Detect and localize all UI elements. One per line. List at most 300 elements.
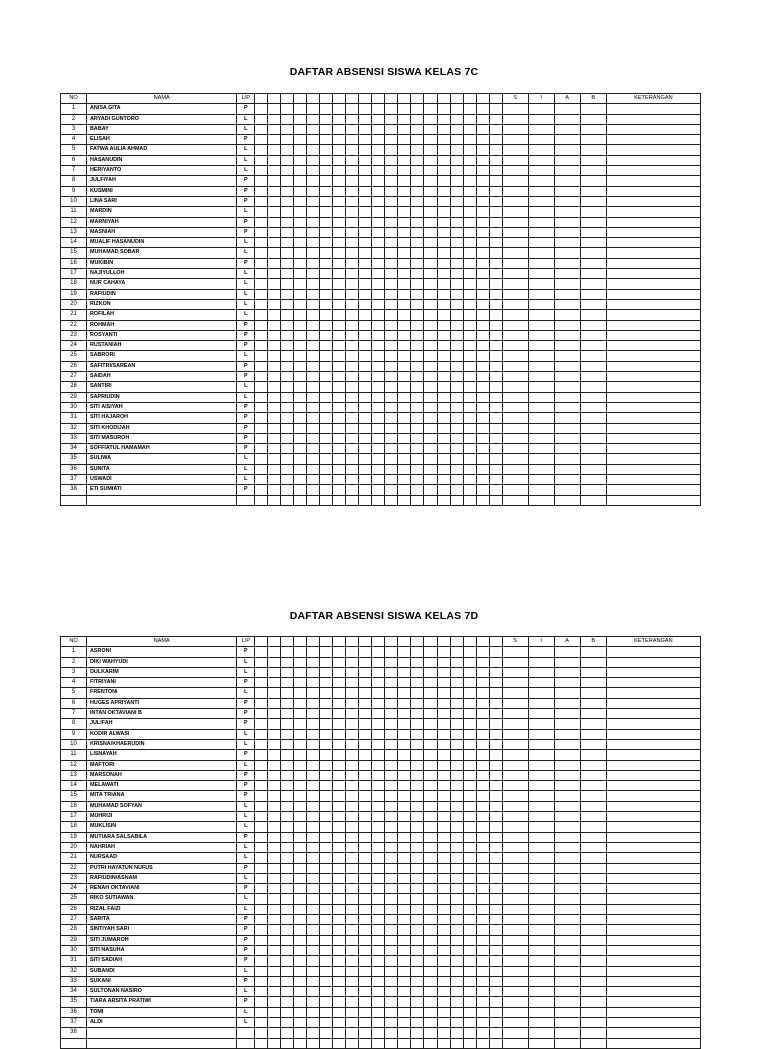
- attendance-cell: [333, 688, 346, 698]
- attendance-cell: [268, 186, 281, 196]
- table-row: [61, 997, 701, 1007]
- attendance-cell: [476, 454, 489, 464]
- bolos-cell: [580, 382, 606, 392]
- attendance-cell: [398, 1017, 411, 1027]
- attendance-cell: [411, 770, 424, 780]
- attendance-cell: [281, 124, 294, 134]
- attendance-cell: [320, 915, 333, 925]
- attendance-cell: [385, 186, 398, 196]
- student-number: 12: [61, 760, 87, 770]
- student-name: RAFIUDIN/ASNAM: [87, 873, 237, 883]
- alpa-cell: [554, 1007, 580, 1017]
- attendance-cell: [398, 791, 411, 801]
- attendance-cell: [294, 238, 307, 248]
- sakit-cell: [502, 361, 528, 371]
- student-name: SANTIRI: [87, 382, 237, 392]
- student-gender: L: [237, 392, 255, 402]
- attendance-cell: [268, 863, 281, 873]
- attendance-cell: [307, 894, 320, 904]
- attendance-cell: [476, 444, 489, 454]
- attendance-cell: [268, 423, 281, 433]
- student-name: SABRORI: [87, 351, 237, 361]
- attendance-cell: [476, 915, 489, 925]
- attendance-cell: [320, 647, 333, 657]
- attendance-cell: [359, 657, 372, 667]
- attendance-cell: [281, 647, 294, 657]
- attendance-cell: [281, 392, 294, 402]
- attendance-cell: [398, 114, 411, 124]
- attendance-cell: [320, 987, 333, 997]
- attendance-cell: [346, 770, 359, 780]
- attendance-cell: [281, 667, 294, 677]
- bolos-cell: [580, 945, 606, 955]
- attendance-cell: [463, 647, 476, 657]
- attendance-cell: [463, 341, 476, 351]
- attendance-cell: [398, 485, 411, 495]
- student-number: 3: [61, 124, 87, 134]
- attendance-cell: [255, 269, 268, 279]
- student-gender: P: [237, 227, 255, 237]
- student-gender: L: [237, 299, 255, 309]
- attendance-cell: [463, 1007, 476, 1017]
- student-number: 5: [61, 145, 87, 155]
- attendance-cell: [476, 719, 489, 729]
- table-row: [61, 1028, 701, 1038]
- attendance-cell: [268, 688, 281, 698]
- keterangan-cell: [606, 719, 700, 729]
- attendance-cell: [294, 227, 307, 237]
- attendance-cell: [411, 176, 424, 186]
- attendance-cell: [437, 269, 450, 279]
- attendance-cell: [281, 873, 294, 883]
- student-name: SAFITRI/SAREAN: [87, 361, 237, 371]
- attendance-cell: [320, 657, 333, 667]
- attendance-cell: [255, 402, 268, 412]
- attendance-cell: [333, 966, 346, 976]
- attendance-cell: [463, 299, 476, 309]
- attendance-cell: [489, 739, 502, 749]
- attendance-cell: [281, 413, 294, 423]
- attendance-cell: [268, 135, 281, 145]
- bolos-cell: [580, 842, 606, 852]
- attendance-cell: [359, 822, 372, 832]
- attendance-cell: [346, 464, 359, 474]
- attendance-cell: [476, 196, 489, 206]
- attendance-cell: [281, 114, 294, 124]
- attendance-cell: [411, 258, 424, 268]
- attendance-cell: [333, 433, 346, 443]
- attendance-cell: [333, 402, 346, 412]
- attendance-cell: [385, 647, 398, 657]
- attendance-cell: [307, 135, 320, 145]
- attendance-cell: [476, 392, 489, 402]
- student-gender: P: [237, 320, 255, 330]
- table-row: [61, 310, 701, 320]
- attendance-cell: [463, 781, 476, 791]
- attendance-cell: [476, 935, 489, 945]
- student-gender: P: [237, 678, 255, 688]
- student-gender: P: [237, 976, 255, 986]
- attendance-cell: [294, 801, 307, 811]
- attendance-cell: [437, 382, 450, 392]
- student-number: 13: [61, 227, 87, 237]
- attendance-cell: [450, 667, 463, 677]
- attendance-cell: [294, 1038, 307, 1048]
- attendance-cell: [294, 935, 307, 945]
- attendance-cell: [489, 186, 502, 196]
- attendance-cell: [411, 402, 424, 412]
- attendance-cell: [437, 678, 450, 688]
- attendance-cell: [307, 1017, 320, 1027]
- attendance-cell: [372, 997, 385, 1007]
- attendance-cell: [437, 698, 450, 708]
- attendance-cell: [398, 688, 411, 698]
- attendance-cell: [346, 1038, 359, 1048]
- attendance-cell: [398, 186, 411, 196]
- student-number: 33: [61, 976, 87, 986]
- student-gender: P: [237, 433, 255, 443]
- attendance-cell: [333, 719, 346, 729]
- bolos-cell: [580, 1028, 606, 1038]
- student-name: BABAY: [87, 124, 237, 134]
- attendance-cell: [450, 464, 463, 474]
- sakit-cell: [502, 781, 528, 791]
- attendance-cell: [307, 915, 320, 925]
- attendance-cell: [281, 361, 294, 371]
- bolos-cell: [580, 474, 606, 484]
- bolos-cell: [580, 976, 606, 986]
- attendance-cell: [307, 464, 320, 474]
- izin-cell: [528, 894, 554, 904]
- sakit-cell: [502, 739, 528, 749]
- attendance-cell: [385, 372, 398, 382]
- attendance-cell: [463, 166, 476, 176]
- attendance-cell: [346, 217, 359, 227]
- attendance-cell: [346, 760, 359, 770]
- izin-cell: [528, 330, 554, 340]
- attendance-cell: [437, 248, 450, 258]
- attendance-cell: [476, 1017, 489, 1027]
- attendance-cell: [437, 781, 450, 791]
- attendance-cell: [255, 812, 268, 822]
- attendance-cell: [281, 904, 294, 914]
- attendance-cell: [255, 176, 268, 186]
- alpa-cell: [554, 894, 580, 904]
- header-day-cell: [346, 637, 359, 647]
- attendance-cell: [359, 382, 372, 392]
- attendance-cell: [476, 1007, 489, 1017]
- attendance-cell: [255, 976, 268, 986]
- attendance-cell: [424, 884, 437, 894]
- attendance-cell: [424, 413, 437, 423]
- alpa-cell: [554, 217, 580, 227]
- attendance-cell: [307, 269, 320, 279]
- attendance-cell: [398, 915, 411, 925]
- attendance-cell: [294, 392, 307, 402]
- attendance-cell: [294, 812, 307, 822]
- izin-cell: [528, 1038, 554, 1048]
- attendance-cell: [359, 925, 372, 935]
- attendance-cell: [463, 351, 476, 361]
- attendance-cell: [372, 104, 385, 114]
- attendance-cell: [398, 289, 411, 299]
- attendance-cell: [476, 485, 489, 495]
- student-name: RENAH OKTAVIANI: [87, 884, 237, 894]
- attendance-cell: [255, 361, 268, 371]
- alpa-cell: [554, 781, 580, 791]
- attendance-cell: [268, 413, 281, 423]
- attendance-cell: [476, 124, 489, 134]
- sakit-cell: [502, 104, 528, 114]
- attendance-cell: [346, 781, 359, 791]
- alpa-cell: [554, 904, 580, 914]
- attendance-cell: [346, 966, 359, 976]
- attendance-cell: [463, 791, 476, 801]
- attendance-cell: [359, 698, 372, 708]
- attendance-cell: [346, 124, 359, 134]
- attendance-cell: [489, 688, 502, 698]
- attendance-cell: [489, 433, 502, 443]
- attendance-cell: [268, 678, 281, 688]
- attendance-cell: [489, 402, 502, 412]
- attendance-cell: [346, 842, 359, 852]
- student-gender: L: [237, 474, 255, 484]
- sakit-cell: [502, 822, 528, 832]
- attendance-cell: [463, 392, 476, 402]
- attendance-cell: [411, 842, 424, 852]
- attendance-cell: [320, 124, 333, 134]
- attendance-cell: [450, 269, 463, 279]
- attendance-cell: [320, 330, 333, 340]
- alpa-cell: [554, 248, 580, 258]
- keterangan-cell: [606, 791, 700, 801]
- attendance-cell: [424, 196, 437, 206]
- student-name: SITI SADIAH: [87, 956, 237, 966]
- attendance-cell: [450, 279, 463, 289]
- student-number: 18: [61, 822, 87, 832]
- attendance-cell: [333, 925, 346, 935]
- attendance-cell: [450, 474, 463, 484]
- bolos-cell: [580, 207, 606, 217]
- attendance-cell: [294, 688, 307, 698]
- attendance-cell: [463, 464, 476, 474]
- attendance-cell: [359, 915, 372, 925]
- attendance-cell: [359, 945, 372, 955]
- attendance-cell: [398, 832, 411, 842]
- attendance-cell: [346, 719, 359, 729]
- attendance-cell: [255, 729, 268, 739]
- attendance-cell: [385, 842, 398, 852]
- attendance-cell: [411, 966, 424, 976]
- attendance-cell: [359, 279, 372, 289]
- attendance-cell: [346, 945, 359, 955]
- student-name: LINA SARI: [87, 196, 237, 206]
- attendance-cell: [307, 822, 320, 832]
- keterangan-cell: [606, 1007, 700, 1017]
- attendance-cell: [411, 444, 424, 454]
- attendance-cell: [281, 987, 294, 997]
- attendance-cell: [268, 832, 281, 842]
- attendance-cell: [463, 976, 476, 986]
- attendance-cell: [320, 207, 333, 217]
- table-row: [61, 207, 701, 217]
- attendance-cell: [294, 822, 307, 832]
- attendance-cell: [424, 299, 437, 309]
- attendance-cell: [450, 945, 463, 955]
- izin-cell: [528, 729, 554, 739]
- attendance-cell: [281, 227, 294, 237]
- attendance-cell: [385, 258, 398, 268]
- student-gender: P: [237, 413, 255, 423]
- attendance-cell: [385, 688, 398, 698]
- bolos-cell: [580, 258, 606, 268]
- attendance-cell: [411, 166, 424, 176]
- attendance-cell: [372, 750, 385, 760]
- attendance-cell: [450, 176, 463, 186]
- attendance-cell: [424, 433, 437, 443]
- attendance-cell: [307, 688, 320, 698]
- alpa-cell: [554, 269, 580, 279]
- attendance-cell: [489, 750, 502, 760]
- student-number: 31: [61, 956, 87, 966]
- student-number: 32: [61, 966, 87, 976]
- attendance-cell: [333, 1038, 346, 1048]
- attendance-cell: [359, 853, 372, 863]
- attendance-cell: [333, 822, 346, 832]
- bolos-cell: [580, 709, 606, 719]
- attendance-cell: [450, 760, 463, 770]
- student-number: 16: [61, 258, 87, 268]
- attendance-cell: [255, 1007, 268, 1017]
- keterangan-cell: [606, 678, 700, 688]
- attendance-cell: [463, 884, 476, 894]
- attendance-cell: [398, 238, 411, 248]
- attendance-cell: [268, 884, 281, 894]
- attendance-cell: [424, 667, 437, 677]
- header-day-cell: [268, 637, 281, 647]
- attendance-cell: [294, 351, 307, 361]
- bolos-cell: [580, 915, 606, 925]
- alpa-cell: [554, 176, 580, 186]
- sakit-cell: [502, 433, 528, 443]
- attendance-cell: [320, 248, 333, 258]
- table-row: [61, 351, 701, 361]
- attendance-cell: [489, 423, 502, 433]
- attendance-cell: [398, 729, 411, 739]
- student-gender: P: [237, 956, 255, 966]
- attendance-cell: [398, 956, 411, 966]
- attendance-cell: [255, 1038, 268, 1048]
- attendance-cell: [359, 227, 372, 237]
- attendance-cell: [385, 382, 398, 392]
- sakit-cell: [502, 320, 528, 330]
- sakit-cell: [502, 657, 528, 667]
- attendance-cell: [437, 372, 450, 382]
- keterangan-cell: [606, 739, 700, 749]
- table-row: [61, 945, 701, 955]
- attendance-cell: [398, 873, 411, 883]
- attendance-cell: [320, 904, 333, 914]
- attendance-cell: [333, 392, 346, 402]
- sakit-cell: [502, 760, 528, 770]
- attendance-cell: [398, 351, 411, 361]
- bolos-cell: [580, 822, 606, 832]
- student-gender: P: [237, 832, 255, 842]
- attendance-cell: [333, 372, 346, 382]
- attendance-cell: [489, 678, 502, 688]
- attendance-cell: [489, 935, 502, 945]
- attendance-cell: [255, 485, 268, 495]
- attendance-cell: [450, 351, 463, 361]
- attendance-cell: [489, 976, 502, 986]
- attendance-cell: [424, 361, 437, 371]
- alpa-cell: [554, 135, 580, 145]
- student-gender: L: [237, 966, 255, 976]
- attendance-cell: [437, 1038, 450, 1048]
- student-number: 8: [61, 719, 87, 729]
- attendance-cell: [268, 966, 281, 976]
- attendance-cell: [450, 444, 463, 454]
- attendance-cell: [437, 145, 450, 155]
- student-name: MUTIARA SALSABILA: [87, 832, 237, 842]
- attendance-cell: [450, 719, 463, 729]
- attendance-cell: [294, 402, 307, 412]
- student-gender: L: [237, 729, 255, 739]
- bolos-cell: [580, 770, 606, 780]
- attendance-cell: [333, 269, 346, 279]
- student-name: SAPRIUDIN: [87, 392, 237, 402]
- izin-cell: [528, 289, 554, 299]
- attendance-cell: [346, 729, 359, 739]
- attendance-cell: [320, 135, 333, 145]
- student-gender: P: [237, 104, 255, 114]
- student-gender: [237, 1038, 255, 1048]
- attendance-cell: [411, 832, 424, 842]
- attendance-cell: [346, 997, 359, 1007]
- student-number: 11: [61, 207, 87, 217]
- attendance-cell: [333, 760, 346, 770]
- attendance-cell: [489, 1038, 502, 1048]
- table-row: [61, 485, 701, 495]
- table-row: [61, 812, 701, 822]
- attendance-cell: [411, 155, 424, 165]
- attendance-cell: [398, 812, 411, 822]
- attendance-cell: [424, 698, 437, 708]
- attendance-cell: [346, 186, 359, 196]
- table-row: [61, 186, 701, 196]
- attendance-cell: [424, 709, 437, 719]
- attendance-cell: [489, 330, 502, 340]
- attendance-cell: [294, 781, 307, 791]
- attendance-cell: [333, 320, 346, 330]
- attendance-cell: [372, 330, 385, 340]
- izin-cell: [528, 925, 554, 935]
- student-name: ASRONI: [87, 647, 237, 657]
- attendance-cell: [476, 832, 489, 842]
- attendance-cell: [489, 966, 502, 976]
- attendance-cell: [320, 372, 333, 382]
- attendance-cell: [372, 361, 385, 371]
- attendance-cell: [255, 822, 268, 832]
- attendance-cell: [307, 987, 320, 997]
- attendance-cell: [333, 124, 346, 134]
- attendance-cell: [476, 791, 489, 801]
- attendance-cell: [333, 413, 346, 423]
- attendance-cell: [320, 781, 333, 791]
- attendance-cell: [255, 299, 268, 309]
- sakit-cell: [502, 791, 528, 801]
- attendance-cell: [333, 382, 346, 392]
